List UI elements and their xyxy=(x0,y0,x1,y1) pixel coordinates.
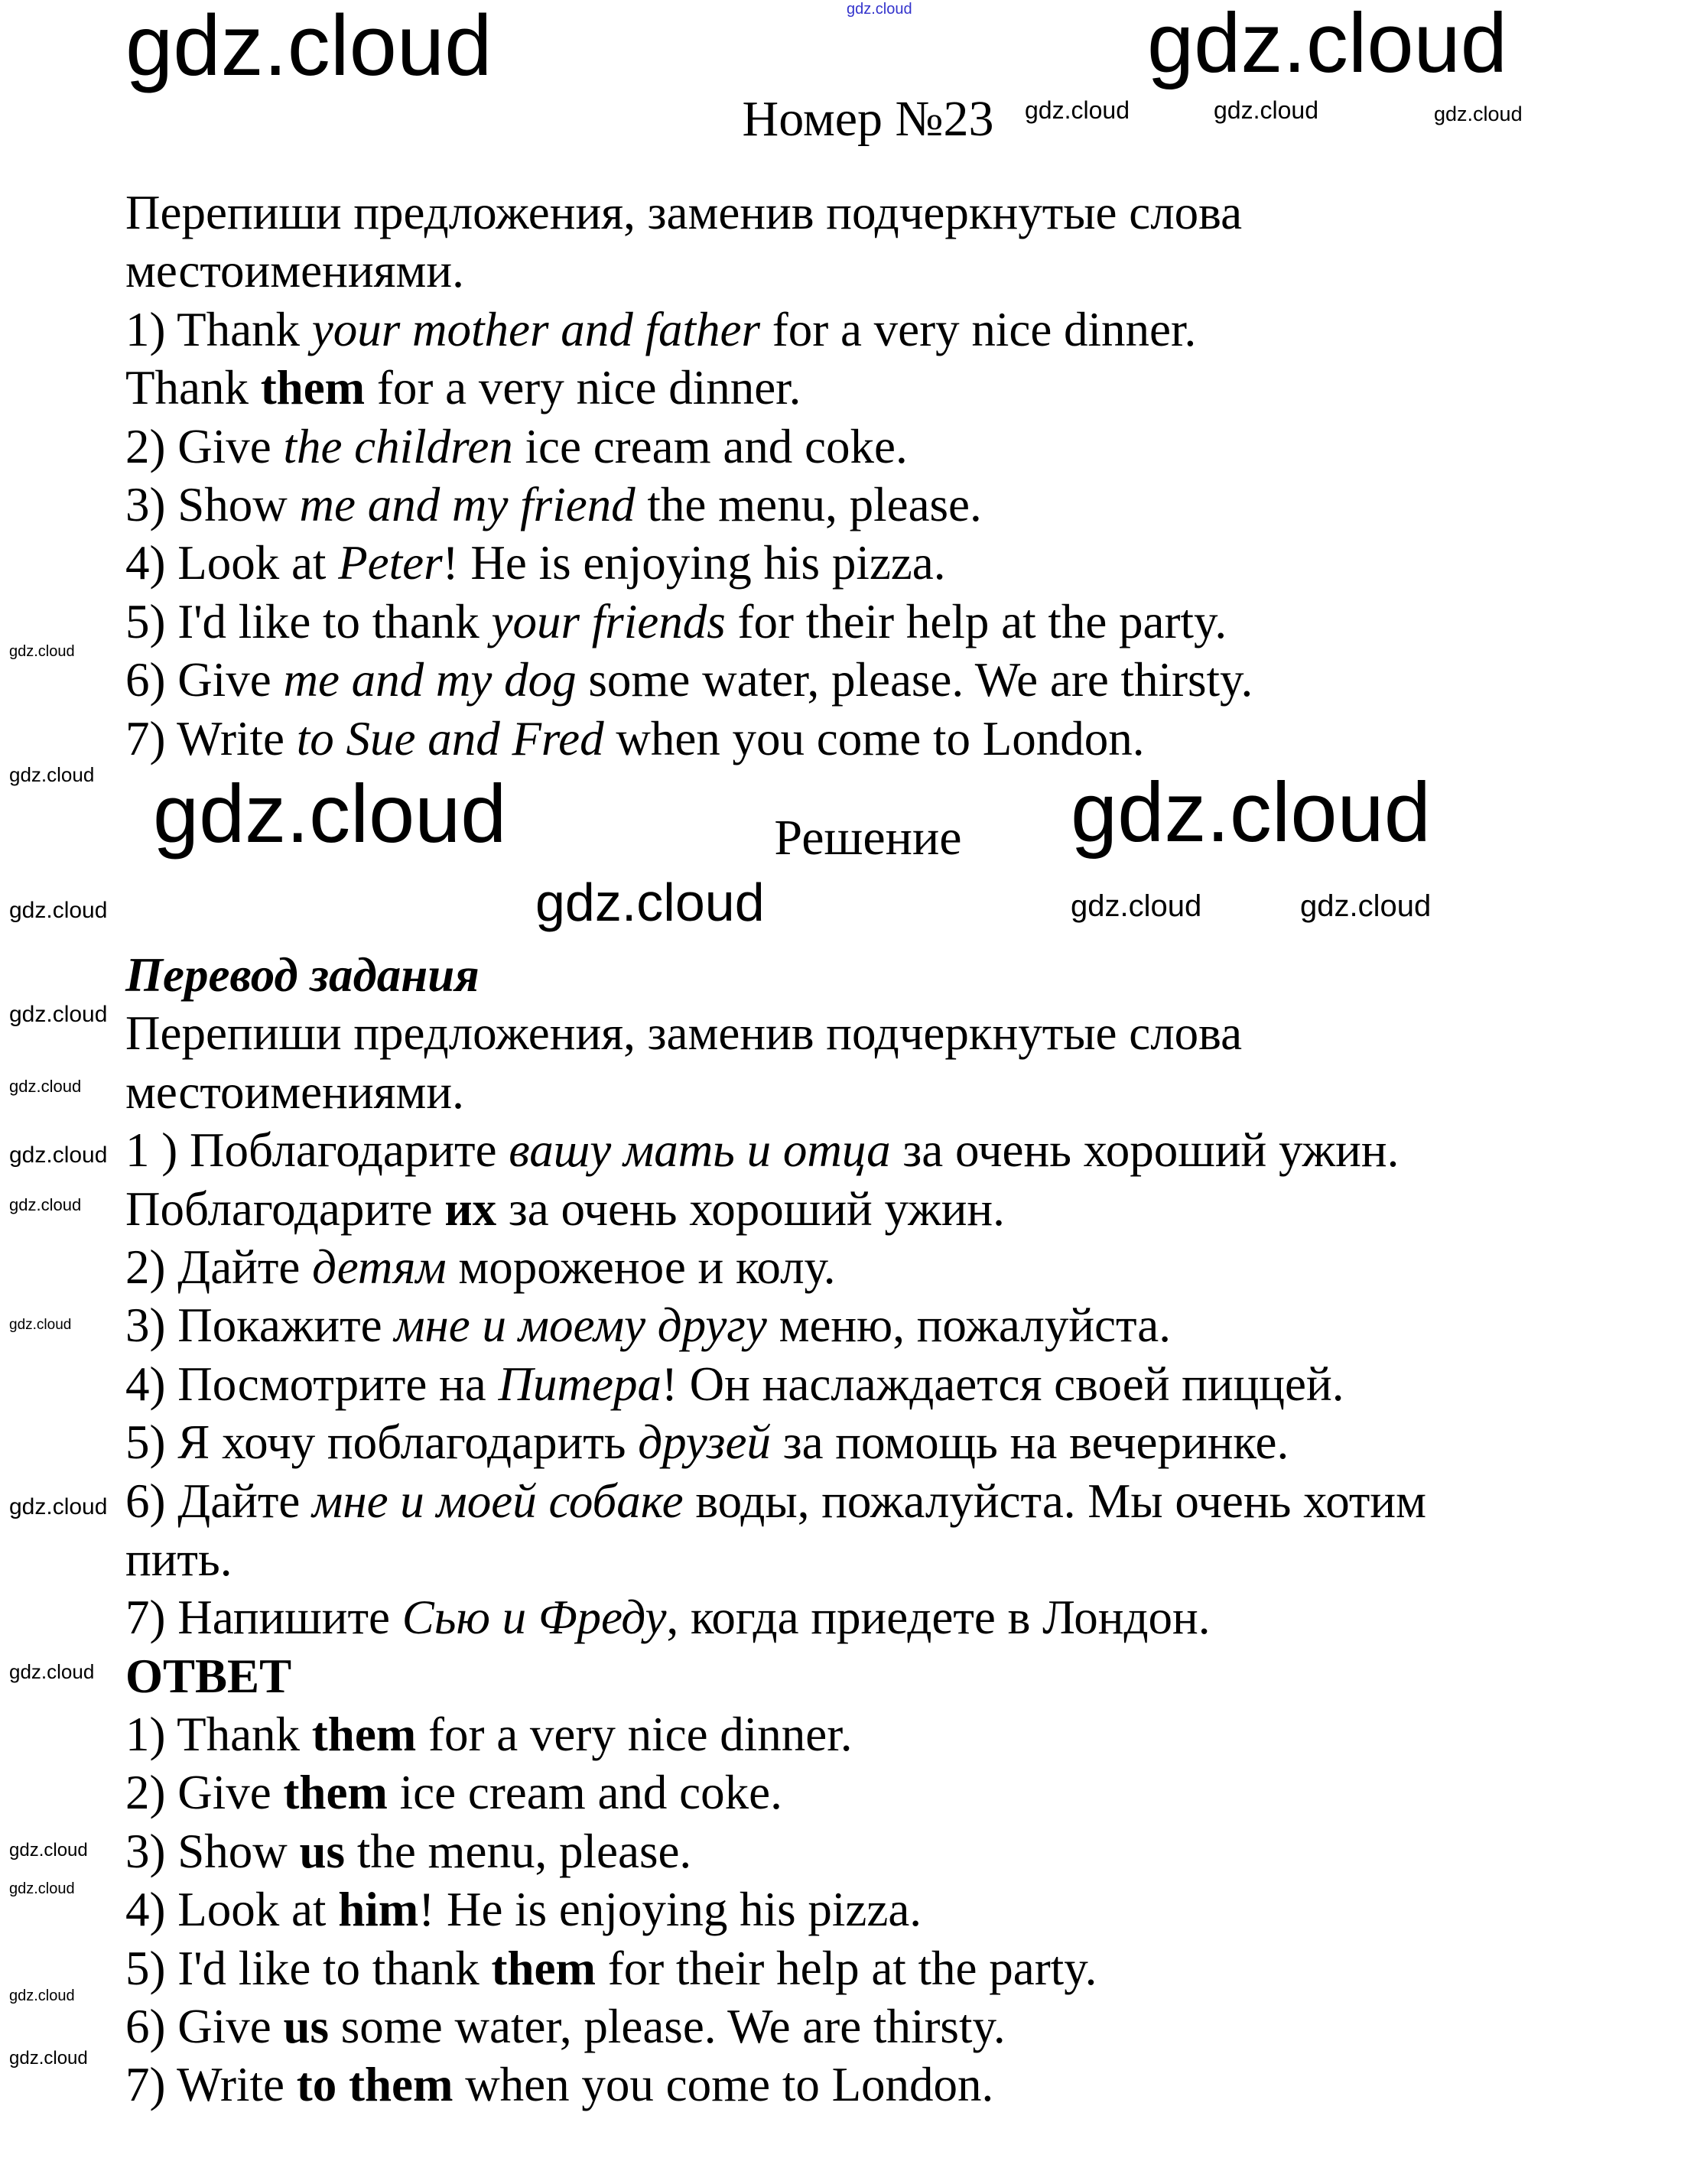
text-segment: пить. xyxy=(125,1532,232,1586)
text-segment: 2) Give xyxy=(125,419,284,473)
emphasized-text: ОТВЕТ xyxy=(125,1649,292,1703)
text-segment: 3) Show xyxy=(125,1824,300,1878)
text-segment: меню, пожалуйста. xyxy=(766,1298,1172,1353)
watermark: gdz.cloud xyxy=(1214,96,1318,124)
text-line xyxy=(125,1238,1621,1296)
text-line xyxy=(125,359,1621,417)
emphasized-text: us xyxy=(283,2000,330,2054)
text-line xyxy=(125,1472,1621,1530)
emphasized-text: вашу мать и отца xyxy=(509,1123,891,1178)
watermark: gdz.cloud xyxy=(9,1660,95,1683)
text-segment: за очень хороший ужин. xyxy=(890,1123,1400,1178)
emphasized-text: to Sue and Fred xyxy=(296,711,604,765)
emphasized-text: Сью и Фреду xyxy=(401,1591,667,1645)
solution-heading: Решение xyxy=(774,810,962,866)
text-line xyxy=(125,1997,1621,2056)
text-segment: Поблагодарите xyxy=(125,1181,445,1236)
text-segment: Перепиши предложения, заменив подчеркнутые слова xyxy=(125,186,1243,239)
emphasized-text: мне и моей собаке xyxy=(312,1474,684,1528)
text-segment: for a very nice dinner. xyxy=(760,302,1197,356)
watermark: gdz.cloud xyxy=(153,767,507,860)
watermark: gdz.cloud xyxy=(9,1002,108,1027)
emphasized-text: your friends xyxy=(491,594,726,648)
text-line xyxy=(125,1705,1621,1763)
text-line xyxy=(125,1121,1621,1179)
text-segment: Thank xyxy=(125,361,261,415)
text-segment: 3) Show xyxy=(125,477,300,531)
text-segment: 7) Write xyxy=(125,711,297,765)
emphasized-text: Peter xyxy=(338,536,443,590)
text-line xyxy=(125,1530,1621,1588)
text-segment: 6) Give xyxy=(125,653,284,707)
text-line xyxy=(125,1588,1621,1646)
emphasized-text: them xyxy=(260,361,366,415)
watermark: gdz.cloud xyxy=(1071,765,1431,860)
text-segment: ! He is enjoying his pizza. xyxy=(442,536,946,590)
text-segment: 6) Дайте xyxy=(125,1474,313,1528)
text-line xyxy=(125,946,1621,1004)
text-segment: some water, please. We are thirsty. xyxy=(576,653,1253,707)
text-segment: 4) Look at xyxy=(125,536,339,590)
watermark: gdz.cloud xyxy=(9,898,108,923)
text-segment: 5) Я хочу поблагодарить xyxy=(125,1415,639,1470)
emphasized-text: them xyxy=(311,1708,417,1762)
text-segment: for their help at the party. xyxy=(595,1941,1097,1995)
watermark: gdz.cloud xyxy=(9,1317,72,1333)
emphasized-text: us xyxy=(299,1824,346,1878)
emphasized-text: me and my friend xyxy=(299,477,636,531)
text-segment: for their help at the party. xyxy=(725,594,1227,648)
text-segment: 1 ) Поблагодарите xyxy=(125,1123,509,1178)
text-segment: for a very nice dinner. xyxy=(416,1708,853,1762)
text-segment: the menu, please. xyxy=(635,477,982,531)
text-segment: местоимениями. xyxy=(125,1064,464,1119)
emphasized-text: your mother and father xyxy=(311,302,760,356)
text-segment: 2) Дайте xyxy=(125,1240,313,1294)
text-line xyxy=(125,476,1621,534)
text-line xyxy=(125,1063,1621,1121)
emphasized-text: Питера xyxy=(498,1357,662,1411)
text-segment: , когда приедете в Лондон. xyxy=(666,1591,1211,1645)
text-line xyxy=(125,2056,1621,2114)
text-line xyxy=(125,1763,1621,1822)
watermark: gdz.cloud xyxy=(9,1195,82,1214)
watermark: gdz.cloud xyxy=(9,763,95,786)
watermark: gdz.cloud xyxy=(9,1987,75,2004)
text-segment: 7) Напишите xyxy=(125,1591,402,1645)
text-segment: 6) Give xyxy=(125,2000,284,2054)
text-segment: 7) Write xyxy=(125,2058,297,2112)
emphasized-text: to them xyxy=(296,2058,454,2112)
watermark: gdz.cloud xyxy=(9,1077,82,1096)
watermark: gdz.cloud xyxy=(9,1840,88,1861)
watermark: gdz.cloud xyxy=(1434,102,1523,125)
emphasized-text: the children xyxy=(283,419,513,473)
text-line xyxy=(125,710,1621,768)
emphasized-text: them xyxy=(283,1766,388,1820)
text-segment: ! He is enjoying his pizza. xyxy=(418,1883,922,1937)
page-title: Номер №23 xyxy=(742,91,994,147)
text-line xyxy=(125,593,1621,651)
text-segment: за помощь на вечеринке. xyxy=(770,1415,1289,1470)
text-segment: 1) Thank xyxy=(125,302,312,356)
text-line xyxy=(125,1355,1621,1413)
text-line xyxy=(125,1180,1621,1238)
text-segment: some water, please. We are thirsty. xyxy=(329,2000,1006,2054)
text-segment: ! Он наслаждается своей пиццей. xyxy=(661,1357,1344,1411)
text-segment: 4) Посмотрите на xyxy=(125,1357,499,1411)
emphasized-text: мне и моему другу xyxy=(394,1298,767,1353)
text-segment: the menu, please. xyxy=(345,1824,692,1878)
watermark: gdz.cloud xyxy=(1025,96,1130,124)
emphasized-text: друзей xyxy=(638,1415,771,1470)
text-line xyxy=(125,651,1621,709)
text-line xyxy=(125,1822,1621,1880)
text-segment: 5) I'd like to thank xyxy=(125,1941,492,1995)
watermark: gdz.cloud xyxy=(125,0,493,93)
task-text xyxy=(125,184,1621,768)
text-line xyxy=(125,1880,1621,1939)
text-segment: 2) Give xyxy=(125,1766,284,1820)
text-segment: ice cream and coke. xyxy=(387,1766,782,1820)
emphasized-text: him xyxy=(338,1883,419,1937)
emphasized-text: детям xyxy=(312,1240,447,1294)
watermark: gdz.cloud xyxy=(9,2048,88,2069)
emphasized-text: me and my dog xyxy=(283,653,577,707)
emphasized-text: их xyxy=(444,1181,497,1236)
text-segment: мороженое и колу. xyxy=(446,1240,836,1294)
watermark: gdz.cloud xyxy=(9,1494,108,1519)
text-line xyxy=(125,1413,1621,1471)
text-segment: за очень хороший ужин. xyxy=(496,1181,1005,1236)
text-line xyxy=(125,1647,1621,1705)
solution-text xyxy=(125,946,1621,2114)
watermark: gdz.cloud xyxy=(9,1142,108,1168)
emphasized-text: them xyxy=(491,1941,596,1995)
watermark: gdz.cloud xyxy=(1300,889,1432,923)
text-segment: 1) Thank xyxy=(125,1708,312,1762)
text-line xyxy=(125,1296,1621,1354)
text-line xyxy=(125,301,1621,359)
watermark: gdz.cloud xyxy=(9,643,75,660)
watermark: gdz.cloud xyxy=(535,873,765,932)
text-segment: 4) Look at xyxy=(125,1883,339,1937)
text-segment: Перепиши предложения, заменив подчеркнутые слова xyxy=(125,1006,1243,1061)
text-line xyxy=(125,242,1621,300)
text-segment: when you come to London. xyxy=(453,2058,994,2112)
emphasized-text: Перевод задания xyxy=(125,948,480,1002)
text-segment: 3) Покажите xyxy=(125,1298,395,1353)
text-line xyxy=(125,534,1621,592)
text-segment: местоимениями. xyxy=(125,244,464,298)
text-line xyxy=(125,184,1621,242)
text-line xyxy=(125,1004,1621,1062)
watermark: gdz.cloud xyxy=(1147,0,1507,90)
text-segment: for a very nice dinner. xyxy=(365,361,801,415)
watermark: gdz.cloud xyxy=(1071,889,1202,923)
text-line xyxy=(125,1939,1621,1997)
text-line xyxy=(125,418,1621,476)
text-segment: 5) I'd like to thank xyxy=(125,594,492,648)
watermark: gdz.cloud xyxy=(847,1,912,18)
text-segment: воды, пожалуйста. Мы очень хотим xyxy=(683,1474,1426,1528)
text-segment: when you come to London. xyxy=(603,711,1145,765)
text-segment: ice cream and coke. xyxy=(512,419,908,473)
watermark: gdz.cloud xyxy=(9,1880,75,1897)
